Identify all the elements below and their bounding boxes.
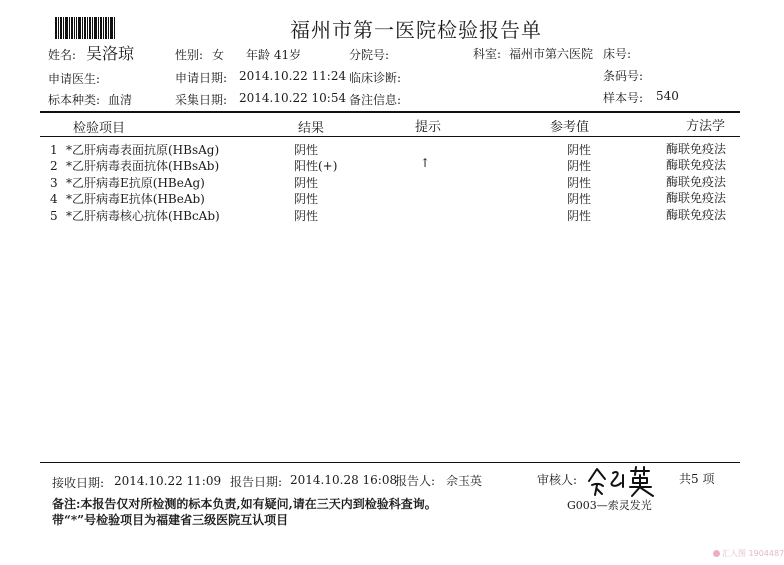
row-method: 酶联免疫法: [666, 158, 727, 172]
header-item: 检验项目: [73, 121, 126, 136]
footer-note: 备注:本报告仅对所检测的标本负责,如有疑问,请在三天内到检验科查询。: [52, 497, 437, 511]
name-label: 姓名:: [48, 48, 77, 62]
sub-hospital-label: 分院号:: [349, 48, 390, 62]
row-result: 阴性: [294, 192, 319, 206]
patient-age: 年龄 41岁: [246, 48, 302, 62]
row-result: 阳性(+): [294, 159, 338, 173]
total-count: 共5 项: [679, 472, 715, 486]
header-method: 方法学: [686, 119, 726, 134]
row-number: 2: [50, 159, 58, 173]
row-reference: 阴性: [567, 209, 592, 223]
row-item: *乙肝病毒E抗体(HBeAb): [66, 192, 205, 206]
row-reference: 阴性: [567, 159, 592, 173]
sample-no: 540: [656, 89, 679, 103]
row-item: *乙肝病毒表面抗原(HBsAg): [66, 143, 220, 157]
row-method: 酶联免疫法: [666, 175, 727, 189]
table-header-rule: [40, 136, 740, 137]
sex-label: 性别:: [175, 48, 204, 62]
sample-no-label: 样本号:: [603, 91, 644, 105]
row-result: 阴性: [294, 176, 319, 190]
remarks-label: 备注信息:: [349, 93, 402, 107]
row-method: 酶联免疫法: [666, 191, 727, 205]
diagnosis-label: 临床诊断:: [349, 71, 402, 85]
footer-note-mutual: 带“*”号检验项目为福建省三级医院互认项目: [52, 513, 289, 527]
barcode-icon: [55, 17, 115, 39]
doctor-label: 申请医生:: [48, 72, 101, 86]
row-reference: 阴性: [567, 176, 592, 190]
row-flag: ↑: [420, 156, 431, 170]
department: 福州市第六医院: [509, 47, 594, 61]
row-reference: 阴性: [567, 192, 592, 206]
row-number: 4: [50, 192, 58, 206]
receive-date: 2014.10.22 11:09: [114, 474, 222, 488]
watermark: [713, 548, 784, 559]
patient-name: 吴洛琼: [86, 44, 135, 63]
reporter: 佘玉英: [446, 474, 483, 488]
row-reference: 阴性: [567, 143, 592, 157]
table-top-rule: [40, 111, 740, 113]
signature-code: G003—索灵发光: [567, 499, 652, 512]
request-date: 2014.10.22 11:24: [239, 69, 347, 83]
row-method: 酶联免疫法: [666, 208, 727, 222]
row-result: 阴性: [294, 143, 319, 157]
bed-label: 床号:: [603, 47, 632, 61]
department-label: 科室:: [473, 47, 502, 61]
report-title: 福州市第一医院检验报告单: [290, 18, 542, 42]
reviewer-label: 审核人:: [537, 473, 578, 487]
receive-date-label: 接收日期:: [52, 476, 105, 490]
request-date-label: 申请日期:: [175, 71, 228, 85]
signature: [583, 463, 659, 499]
report-date: 2014.10.28 16:08: [290, 473, 398, 487]
row-number: 1: [50, 143, 58, 157]
row-number: 3: [50, 176, 58, 190]
reporter-label: 报告人:: [395, 474, 436, 488]
row-item: *乙肝病毒表面抗体(HBsAb): [66, 159, 220, 173]
patient-sex: 女: [212, 48, 225, 62]
watermark-icon: [713, 550, 720, 557]
collect-date-label: 采集日期:: [175, 93, 228, 107]
barcode-label: 条码号:: [603, 69, 644, 83]
sample-type-label: 标本种类:: [48, 93, 101, 107]
report-date-label: 报告日期:: [230, 475, 283, 489]
row-item: *乙肝病毒E抗原(HBeAg): [66, 176, 205, 190]
watermark-text: 汇人图 1904487: [722, 549, 784, 558]
row-number: 5: [50, 209, 58, 223]
row-method: 酶联免疫法: [666, 142, 727, 156]
row-item: *乙肝病毒核心抗体(HBcAb): [66, 209, 220, 223]
header-flag: 提示: [415, 120, 442, 135]
row-result: 阴性: [294, 209, 319, 223]
header-result: 结果: [298, 121, 325, 136]
collect-date: 2014.10.22 10:54: [239, 91, 347, 105]
sample-type: 血清: [108, 93, 133, 107]
header-reference: 参考值: [550, 120, 590, 135]
